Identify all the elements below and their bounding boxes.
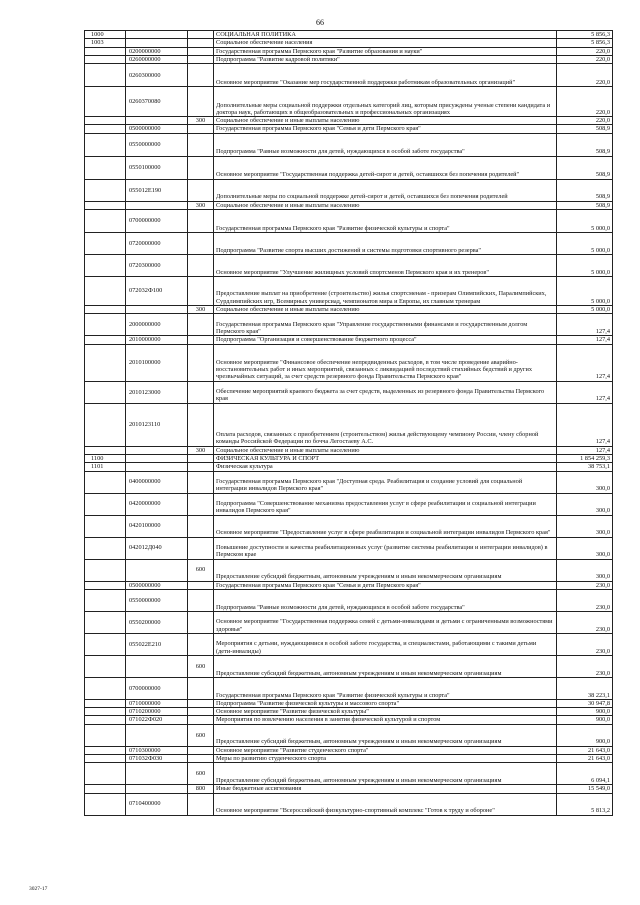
section-code-cell (85, 403, 126, 446)
description-cell: Государственная программа Пермского края "Семья и дети Пермского края" (214, 581, 557, 589)
description-cell: Социальное обеспечение и иные выплаты населению (214, 117, 557, 125)
expense-type-cell (188, 64, 214, 87)
footer-code: 3027-17 (29, 886, 48, 892)
target-article-cell (126, 559, 188, 581)
section-code-cell (85, 708, 126, 716)
expense-type-cell: 600 (188, 763, 214, 785)
section-code-cell: 1101 (85, 463, 126, 471)
description-cell: Государственная программа Пермского края "Доступная среда. Реабилитация и создание условий для социальной интеграции инвалидов Пермского края" (214, 471, 557, 493)
section-code-cell (85, 746, 126, 754)
description-cell: Иные бюджетные ассигнования (214, 785, 557, 793)
target-article-cell: 0710200000 (126, 708, 188, 716)
description-cell: Мероприятия с детьми, нуждающимися в особой заботе государства, и специалистами, работающими с такими детьми (дети-инвалиды) (214, 633, 557, 655)
expense-type-cell (188, 515, 214, 537)
amount-cell: 6 094,1 (557, 763, 613, 785)
section-code-cell (85, 210, 126, 233)
table-row (85, 156, 613, 179)
table-row (85, 463, 613, 471)
target-article-cell: 0420000000 (126, 493, 188, 515)
section-code-cell (85, 117, 126, 125)
description-cell: Основное мероприятие "Развитие студенческого спорта" (214, 746, 557, 754)
expense-type-cell (188, 589, 214, 611)
section-code-cell (85, 55, 126, 63)
amount-cell: 300,0 (557, 493, 613, 515)
budget-table-body (85, 31, 613, 816)
section-code-cell (85, 785, 126, 793)
section-code-cell (85, 64, 126, 87)
table-row (85, 133, 613, 156)
table-row (85, 201, 613, 209)
description-cell: Государственная программа Пермского края "Развитие физической культуры и спорта" (214, 677, 557, 699)
table-row (85, 581, 613, 589)
amount-cell: 230,0 (557, 633, 613, 655)
section-code-cell (85, 793, 126, 815)
description-cell: СОЦИАЛЬНАЯ ПОЛИТИКА (214, 31, 557, 39)
expense-type-cell (188, 471, 214, 493)
target-article-cell: 2010000000 (126, 336, 188, 344)
description-cell: Меры по развитию студенческого спорта (214, 755, 557, 763)
page-number: 66 (316, 18, 324, 27)
table-row (85, 699, 613, 707)
amount-cell: 230,0 (557, 589, 613, 611)
amount-cell: 230,0 (557, 581, 613, 589)
section-code-cell (85, 314, 126, 336)
amount-cell: 508,9 (557, 125, 613, 133)
expense-type-cell (188, 156, 214, 179)
description-cell: Предоставление субсидий бюджетным, автономным учреждениям и иным некоммерческим организациям (214, 763, 557, 785)
section-code-cell (85, 716, 126, 724)
target-article-cell: 055012Е190 (126, 179, 188, 201)
target-article-cell: 0710300000 (126, 746, 188, 754)
table-row (85, 793, 613, 815)
table-row (85, 314, 613, 336)
target-article-cell: 071032Ф030 (126, 755, 188, 763)
table-row (85, 454, 613, 462)
table-row (85, 55, 613, 63)
target-article-cell (126, 763, 188, 785)
section-code-cell (85, 277, 126, 306)
section-code-cell (85, 255, 126, 277)
target-article-cell: 0420100000 (126, 515, 188, 537)
table-row (85, 677, 613, 699)
amount-cell: 127,4 (557, 381, 613, 403)
target-article-cell: 0700000000 (126, 677, 188, 699)
amount-cell: 230,0 (557, 611, 613, 633)
table-row (85, 708, 613, 716)
expense-type-cell (188, 31, 214, 39)
amount-cell: 220,0 (557, 117, 613, 125)
expense-type-cell (188, 133, 214, 156)
table-row (85, 381, 613, 403)
amount-cell: 508,9 (557, 201, 613, 209)
budget-table (84, 30, 613, 816)
section-code-cell (85, 699, 126, 707)
table-row (85, 277, 613, 306)
expense-type-cell: 600 (188, 655, 214, 677)
target-article-cell: 0720300000 (126, 255, 188, 277)
expense-type-cell: 600 (188, 724, 214, 746)
amount-cell: 5 000,0 (557, 255, 613, 277)
section-code-cell (85, 655, 126, 677)
description-cell: Социальное обеспечение и иные выплаты населению (214, 306, 557, 314)
expense-type-cell (188, 537, 214, 559)
expense-type-cell: 800 (188, 785, 214, 793)
target-article-cell: 0700000000 (126, 210, 188, 233)
section-code-cell: 1003 (85, 39, 126, 47)
description-cell: Основное мероприятие "Финансовое обеспечение непредвиденных расходов, в том числе проведение аварийно-восстановительных работ и иных мероприятий, связанных с ликвидацией последствий стихийных бедствий и других чрезвычайных ситуаций, за счет средств резервного фонда Правительства Пермского края" (214, 344, 557, 381)
section-code-cell (85, 446, 126, 454)
target-article-cell (126, 655, 188, 677)
target-article-cell (126, 463, 188, 471)
expense-type-cell (188, 633, 214, 655)
target-article-cell: 072032Ф100 (126, 277, 188, 306)
table-row (85, 344, 613, 381)
section-code-cell (85, 724, 126, 746)
section-code-cell (85, 677, 126, 699)
expense-type-cell (188, 233, 214, 255)
description-cell: Повышение доступности и качества реабилитационных услуг (развитие системы реабилитации и интеграции инвалидов) в Пермском крае (214, 537, 557, 559)
amount-cell: 30 947,8 (557, 699, 613, 707)
description-cell: Подпрограмма "Совершенствование механизма предоставления услуг в сфере реабилитации и социальной интеграции инвалидов Пермского края" (214, 493, 557, 515)
expense-type-cell (188, 677, 214, 699)
amount-cell: 21 643,0 (557, 755, 613, 763)
expense-type-cell (188, 716, 214, 724)
table-row (85, 785, 613, 793)
expense-type-cell (188, 179, 214, 201)
amount-cell: 127,4 (557, 344, 613, 381)
amount-cell: 5 000,0 (557, 306, 613, 314)
amount-cell: 300,0 (557, 471, 613, 493)
amount-cell: 127,4 (557, 336, 613, 344)
description-cell: Подпрограмма "Организация и совершенствование бюджетного процесса" (214, 336, 557, 344)
expense-type-cell (188, 746, 214, 754)
description-cell: Дополнительные меры социальной поддержки отдельных категорий лиц, которым присуждены ученые степени кандидата и доктора наук, работающих в общеобразовательных и профессиональных организациях (214, 87, 557, 117)
description-cell: Подпрограмма "Равные возможности для детей, нуждающихся в особой заботе государства" (214, 589, 557, 611)
section-code-cell (85, 179, 126, 201)
amount-cell: 300,0 (557, 515, 613, 537)
description-cell: Социальное обеспечение и иные выплаты населению (214, 446, 557, 454)
amount-cell: 220,0 (557, 64, 613, 87)
table-row (85, 47, 613, 55)
table-row (85, 537, 613, 559)
target-article-cell: 071022Ф020 (126, 716, 188, 724)
section-code-cell: 1000 (85, 31, 126, 39)
description-cell: Предоставление субсидий бюджетным, автономным учреждениям и иным некоммерческим организациям (214, 724, 557, 746)
section-code-cell (85, 611, 126, 633)
target-article-cell: 0260370080 (126, 87, 188, 117)
amount-cell: 5 856,3 (557, 39, 613, 47)
target-article-cell: 2010123110 (126, 403, 188, 446)
target-article-cell (126, 201, 188, 209)
amount-cell: 300,0 (557, 559, 613, 581)
description-cell: Оплата расходов, связанных с приобретением (строительством) жилья действующему чемпиону России, члену сборной команды Российской Федерации по бочча Легостаеву А.С. (214, 403, 557, 446)
target-article-cell (126, 306, 188, 314)
amount-cell: 1 854 259,3 (557, 454, 613, 462)
expense-type-cell (188, 581, 214, 589)
amount-cell: 38 223,1 (557, 677, 613, 699)
section-code-cell (85, 87, 126, 117)
table-row (85, 493, 613, 515)
amount-cell: 5 813,2 (557, 793, 613, 815)
target-article-cell: 0710000000 (126, 699, 188, 707)
amount-cell: 220,0 (557, 47, 613, 55)
target-article-cell (126, 31, 188, 39)
amount-cell: 508,9 (557, 133, 613, 156)
expense-type-cell (188, 314, 214, 336)
amount-cell: 508,9 (557, 179, 613, 201)
table-row (85, 763, 613, 785)
amount-cell: 5 000,0 (557, 210, 613, 233)
section-code-cell (85, 633, 126, 655)
section-code-cell (85, 493, 126, 515)
target-article-cell: 0500000000 (126, 125, 188, 133)
expense-type-cell (188, 611, 214, 633)
amount-cell: 5 856,3 (557, 31, 613, 39)
table-row (85, 471, 613, 493)
amount-cell: 5 000,0 (557, 277, 613, 306)
amount-cell: 300,0 (557, 537, 613, 559)
table-row (85, 633, 613, 655)
section-code-cell (85, 589, 126, 611)
target-article-cell: 0500000000 (126, 581, 188, 589)
section-code-cell (85, 559, 126, 581)
target-article-cell: 0200000000 (126, 47, 188, 55)
section-code-cell (85, 755, 126, 763)
target-article-cell: 2010123000 (126, 381, 188, 403)
amount-cell: 900,0 (557, 716, 613, 724)
description-cell: Подпрограмма "Развитие кадровой политики" (214, 55, 557, 63)
table-row (85, 39, 613, 47)
description-cell: Подпрограмма "Равные возможности для детей, нуждающихся в особой заботе государства" (214, 133, 557, 156)
description-cell: Основное мероприятие "Государственная поддержка детей-сирот и детей, оставшихся без попечения родителей" (214, 156, 557, 179)
section-code-cell (85, 537, 126, 559)
table-row (85, 559, 613, 581)
target-article-cell: 0550000000 (126, 589, 188, 611)
description-cell: Государственная программа Пермского края "Развитие физической культуры и спорта" (214, 210, 557, 233)
expense-type-cell (188, 55, 214, 63)
expense-type-cell: 300 (188, 446, 214, 454)
section-code-cell (85, 336, 126, 344)
amount-cell: 127,4 (557, 403, 613, 446)
expense-type-cell (188, 344, 214, 381)
description-cell: Дополнительные меры по социальной поддержке детей-сирот и детей, оставшихся без попечения родителей (214, 179, 557, 201)
expense-type-cell (188, 336, 214, 344)
target-article-cell: 2000000000 (126, 314, 188, 336)
amount-cell: 38 753,1 (557, 463, 613, 471)
table-row (85, 716, 613, 724)
table-row (85, 87, 613, 117)
section-code-cell (85, 344, 126, 381)
description-cell: Основное мероприятие "Развитие физической культуры" (214, 708, 557, 716)
description-cell: Мероприятия по вовлечению населения в занятия физической культурой и спортом (214, 716, 557, 724)
target-article-cell (126, 117, 188, 125)
table-row (85, 179, 613, 201)
expense-type-cell (188, 463, 214, 471)
target-article-cell: 0720000000 (126, 233, 188, 255)
table-row (85, 655, 613, 677)
table-row (85, 233, 613, 255)
expense-type-cell: 600 (188, 559, 214, 581)
description-cell: Социальное обеспечение населения (214, 39, 557, 47)
target-article-cell (126, 724, 188, 746)
description-cell: Основное мероприятие "Улучшение жилищных условий спортсменов Пермского края и их тренеров" (214, 255, 557, 277)
target-article-cell (126, 39, 188, 47)
amount-cell: 230,0 (557, 655, 613, 677)
target-article-cell: 055022Е210 (126, 633, 188, 655)
amount-cell: 220,0 (557, 87, 613, 117)
target-article-cell (126, 446, 188, 454)
section-code-cell (85, 201, 126, 209)
target-article-cell: 0260000000 (126, 55, 188, 63)
description-cell: Основное мероприятие "Всероссийский физкультурно-спортивный комплекс "Готов к труду и обороне" (214, 793, 557, 815)
description-cell: Физическая культура (214, 463, 557, 471)
expense-type-cell (188, 699, 214, 707)
expense-type-cell (188, 793, 214, 815)
section-code-cell (85, 47, 126, 55)
amount-cell: 900,0 (557, 708, 613, 716)
table-row (85, 64, 613, 87)
table-row (85, 515, 613, 537)
expense-type-cell (188, 708, 214, 716)
target-article-cell: 0260300000 (126, 64, 188, 87)
target-article-cell: 042012Д040 (126, 537, 188, 559)
expense-type-cell (188, 277, 214, 306)
target-article-cell (126, 785, 188, 793)
table-row (85, 446, 613, 454)
amount-cell: 15 549,0 (557, 785, 613, 793)
section-code-cell (85, 763, 126, 785)
description-cell: Основное мероприятие "Оказание мер государственной поддержки работникам образовательных организаций" (214, 64, 557, 87)
table-row (85, 255, 613, 277)
description-cell: Государственная программа Пермского края "Семья и дети Пермского края" (214, 125, 557, 133)
expense-type-cell (188, 39, 214, 47)
amount-cell: 900,0 (557, 724, 613, 746)
section-code-cell: 1100 (85, 454, 126, 462)
table-row (85, 755, 613, 763)
expense-type-cell (188, 755, 214, 763)
section-code-cell (85, 306, 126, 314)
target-article-cell (126, 454, 188, 462)
description-cell: Государственная программа Пермского края "Развитие образования и науки" (214, 47, 557, 55)
expense-type-cell (188, 454, 214, 462)
expense-type-cell (188, 255, 214, 277)
expense-type-cell: 300 (188, 306, 214, 314)
amount-cell: 220,0 (557, 55, 613, 63)
expense-type-cell: 300 (188, 117, 214, 125)
table-row (85, 403, 613, 446)
target-article-cell: 0400000000 (126, 471, 188, 493)
table-row (85, 746, 613, 754)
expense-type-cell (188, 125, 214, 133)
description-cell: Предоставление субсидий бюджетным, автономным учреждениям и иным некоммерческим организациям (214, 559, 557, 581)
table-row (85, 210, 613, 233)
section-code-cell (85, 515, 126, 537)
table-row (85, 125, 613, 133)
section-code-cell (85, 156, 126, 179)
table-row (85, 589, 613, 611)
description-cell: Обеспечение мероприятий краевого бюджета за счет средств, выделенных из резервного фонда Правительства Пермского края (214, 381, 557, 403)
expense-type-cell: 300 (188, 201, 214, 209)
target-article-cell: 0550100000 (126, 156, 188, 179)
table-row (85, 611, 613, 633)
description-cell: Подпрограмма "Развитие спорта высших достижений и системы подготовки спортивного резерва" (214, 233, 557, 255)
target-article-cell: 0710400000 (126, 793, 188, 815)
section-code-cell (85, 381, 126, 403)
target-article-cell: 0550000000 (126, 133, 188, 156)
target-article-cell: 0550200000 (126, 611, 188, 633)
description-cell: Социальное обеспечение и иные выплаты населению (214, 201, 557, 209)
target-article-cell: 2010100000 (126, 344, 188, 381)
section-code-cell (85, 133, 126, 156)
section-code-cell (85, 471, 126, 493)
description-cell: Предоставление выплат на приобретение (строительство) жилья спортсменам - призерам Олимпийских, Паралимпийских, Сурдлимпийских игр, Всемирных универсиад, чемпионатов мира и Европы, их главным тренерам (214, 277, 557, 306)
section-code-cell (85, 125, 126, 133)
amount-cell: 127,4 (557, 446, 613, 454)
amount-cell: 508,9 (557, 156, 613, 179)
section-code-cell (85, 581, 126, 589)
table-row (85, 724, 613, 746)
amount-cell: 21 643,0 (557, 746, 613, 754)
expense-type-cell (188, 210, 214, 233)
table-row (85, 117, 613, 125)
expense-type-cell (188, 493, 214, 515)
table-row (85, 306, 613, 314)
table-row (85, 336, 613, 344)
description-cell: Основное мероприятие "Предоставление услуг в сфере реабилитации и социальной интеграции инвалидов Пермского края" (214, 515, 557, 537)
description-cell: Подпрограмма "Развитие физической культуры и массового спорта" (214, 699, 557, 707)
expense-type-cell (188, 381, 214, 403)
description-cell: ФИЗИЧЕСКАЯ КУЛЬТУРА И СПОРТ (214, 454, 557, 462)
amount-cell: 5 000,0 (557, 233, 613, 255)
expense-type-cell (188, 403, 214, 446)
section-code-cell (85, 233, 126, 255)
amount-cell: 127,4 (557, 314, 613, 336)
table-row (85, 31, 613, 39)
description-cell: Основное мероприятие "Государственная поддержка семей с детьми-инвалидами и детьми с ограниченными возможностями здоровья" (214, 611, 557, 633)
description-cell: Предоставление субсидий бюджетным, автономным учреждениям и иным некоммерческим организациям (214, 655, 557, 677)
description-cell: Государственная программа Пермского края "Управление государственными финансами и государственным долгом Пермского края" (214, 314, 557, 336)
expense-type-cell (188, 87, 214, 117)
expense-type-cell (188, 47, 214, 55)
